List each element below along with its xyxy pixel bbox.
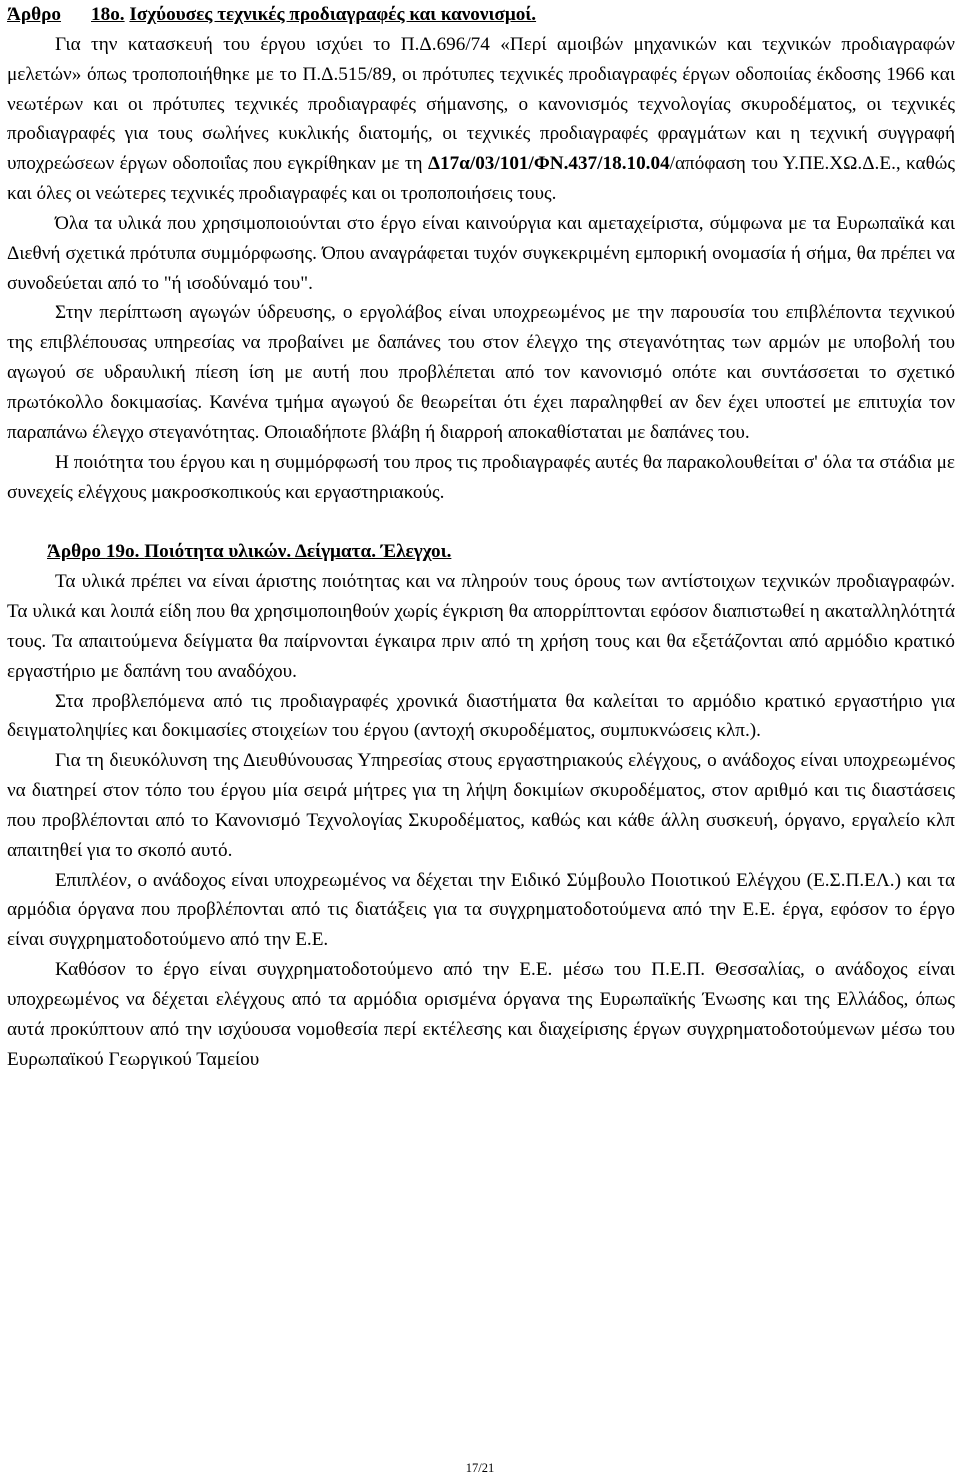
article-18-p1-text-b: /απόφαση του Υ.ΠΕ.ΧΩ.Δ.Ε., καθώς και όλες οι νεώτερες τεχνικές προδιαγραφές και οι τροποποιήσεις τους. — [7, 153, 955, 205]
article-19-paragraph-5: Καθόσον το έργο είναι συγχρηματοδοτούμενο από την Ε.Ε. μέσω του Π.Ε.Π. Θεσσαλίας, ο ανάδοχος είναι υποχρεωμένος να δέχεται ελέγχους από τα αρμόδια ορισμένα όργανα της Ευρωπαϊκής Ένωσης και της Ελλάδος, όπως αυτά προκύπτουν από την ισχύουσα νομοθεσία περί εκτέλεσης και διαχείρισης έργων συγχρηματοδοτούμενων μέσω του Ευρωπαϊκού Γεωργικού Ταμείου — [7, 959, 955, 1070]
article-18-label: Άρθρο — [7, 4, 62, 25]
article-19-paragraph-2: Στα προβλεπόμενα από τις προδιαγραφές χρονικά διαστήματα θα καλείται το αρμόδιο κρατικό εργαστήριο για δειγματοληψίες και δοκιμασίες στοιχείων του έργου (αντοχή σκυροδέματος, συμπυκνώσεις κλπ.). — [7, 690, 955, 742]
page-number: 17/21 — [465, 1461, 495, 1475]
article-18-heading — [7, 0, 955, 30]
article-19-paragraph-4: Επιπλέον, ο ανάδοχος είναι υποχρεωμένος να δέχεται την Ειδικό Σύμβουλο Ποιοτικού Ελέγχου (Ε.Σ.Π.ΕΛ.) και τα αρμόδια όργανα που προβλέπονται από τις διατάξεις για τα συγχρηματοδοτούμενα από την Ε.Ε. έργα, εφόσον το έργο είναι συγχρηματοδοτούμενο από την Ε.Ε. — [7, 869, 955, 951]
article-18-paragraph-3: Στην περίπτωση αγωγών ύδρευσης, ο εργολάβος είναι υποχρεωμένος με την παρουσία του επιβλέποντα τεχνικού της επιβλέπουσας υπηρεσίας να προβαίνει με δαπάνες του στον έλεγχο της στεγανότητας των αρμών με υποβολή του αγωγού σε υδραυλική πίεση ίση με αυτή που προβλέπεται από τον κανονισμό οπότε και συντάσσεται το σχετικό πρωτόκολλο δοκιμασίας. Κανένα τμήμα αγωγού δε θεωρείται ότι έχει παραληφθεί αν δεν έχει υποστεί με επιτυχία τον παραπάνω έλεγχο στεγανότητας. Οποιαδήποτε βλάβη ή διαρροή αποκαθίσταται με δαπάνες του. — [7, 302, 955, 443]
document-page — [7, 0, 955, 1075]
article-19-paragraph-1: Τα υλικά πρέπει να είναι άριστης ποιότητας και να πληρούν τους όρους των αντίστοιχων τεχνικών προδιαγραφών. Τα υλικά και λοιπά είδη που θα χρησιμοποιηθούν χωρίς έγκριση θα απορρίπτονται εφόσον διαπιστωθεί η ακαταλληλότητά τους. Τα απαιτούμενα δείγματα θα παίρνονται έγκαιρα πριν από τη χρήση τους και θα εξετάζονται από αρμόδιο κρατικό εργαστήριο με δαπάνη του αναδόχου. — [7, 571, 955, 682]
article-18-number: 18ο. — [91, 4, 125, 25]
article-18-p1-text-a: Για την κατασκευή του έργου ισχύει το Π.Δ.696/74 «Περί αμοιβών μηχανικών και τεχνικών προδιαγραφών μελετών» όπως τροποποιήθηκε με το Π.Δ.515/89, οι πρότυπες τεχνικές προδιαγραφές έργων οδοποιίας έκδοσης 1966 και νεωτέρων και οι πρότυπες τεχνικές προδιαγραφές σήμανσης, ο κανονισμός τεχνολογίας σκυροδέματος, οι τεχνικές προδιαγραφές για τους σωλήνες κυκλικής διατομής, οι τεχνικές προδιαγραφές φραγμάτων και η τεχνική συγγραφή υποχρεώσεων έργων οδοποιΐας που εγκρίθηκαν με τη — [7, 33, 955, 175]
article-18-paragraph-1 — [7, 30, 955, 209]
article-19-heading — [7, 537, 955, 567]
article-19-paragraph-3: Για τη διευκόλυνση της Διευθύνουσας Υπηρεσίας στους εργαστηριακούς ελέγχους, ο ανάδοχος είναι υποχρεωμένος να διατηρεί στον τόπο του έργου μία σειρά μήτρες για τη λήψη δοκιμίων σκυροδέματος, στον αριθμό και τις διαστάσεις που προβλέπονται από το Κανονισμό Τεχνολογίας Σκυροδέματος, καθώς και κάθε άλλη συσκευή, όργανο, εργαλείο κλπ απαιτηθεί για το σκοπό αυτό. — [7, 750, 955, 861]
article-19-title: Ποιότητα υλικών. Δείγματα. Έλεγχοι. — [144, 541, 452, 563]
article-18-title: Ισχύουσες τεχνικές προδιαγραφές και κανονισμοί. — [129, 4, 537, 25]
article-19-label: Άρθρο — [47, 541, 102, 563]
article-18-paragraph-2: Όλα τα υλικά που χρησιμοποιούνται στο έργο είναι καινούργια και αμεταχείριστα, σύμφωνα με τα Ευρωπαϊκά και Διεθνή σχετικά πρότυπα συμμόρφωσης. Όπου αναγράφεται τυχόν συγκεκριμένη εμπορική ονομασία ή σήμα, θα πρέπει να συνοδεύεται από το "ή ισοδύναμό του". — [7, 212, 955, 294]
article-18-p1-decision-ref: Δ17α/03/101/ΦΝ.437/18.10.04 — [427, 153, 670, 175]
article-19-number: 19ο. — [105, 541, 140, 563]
article-18-paragraph-4: Η ποιότητα του έργου και η συμμόρφωσή του προς τις προδιαγραφές αυτές θα παρακολουθείται σ' όλα τα στάδια με συνεχείς ελέγχους μακροσκοπικούς και εργαστηριακούς. — [7, 451, 955, 503]
section-spacer — [7, 507, 955, 537]
